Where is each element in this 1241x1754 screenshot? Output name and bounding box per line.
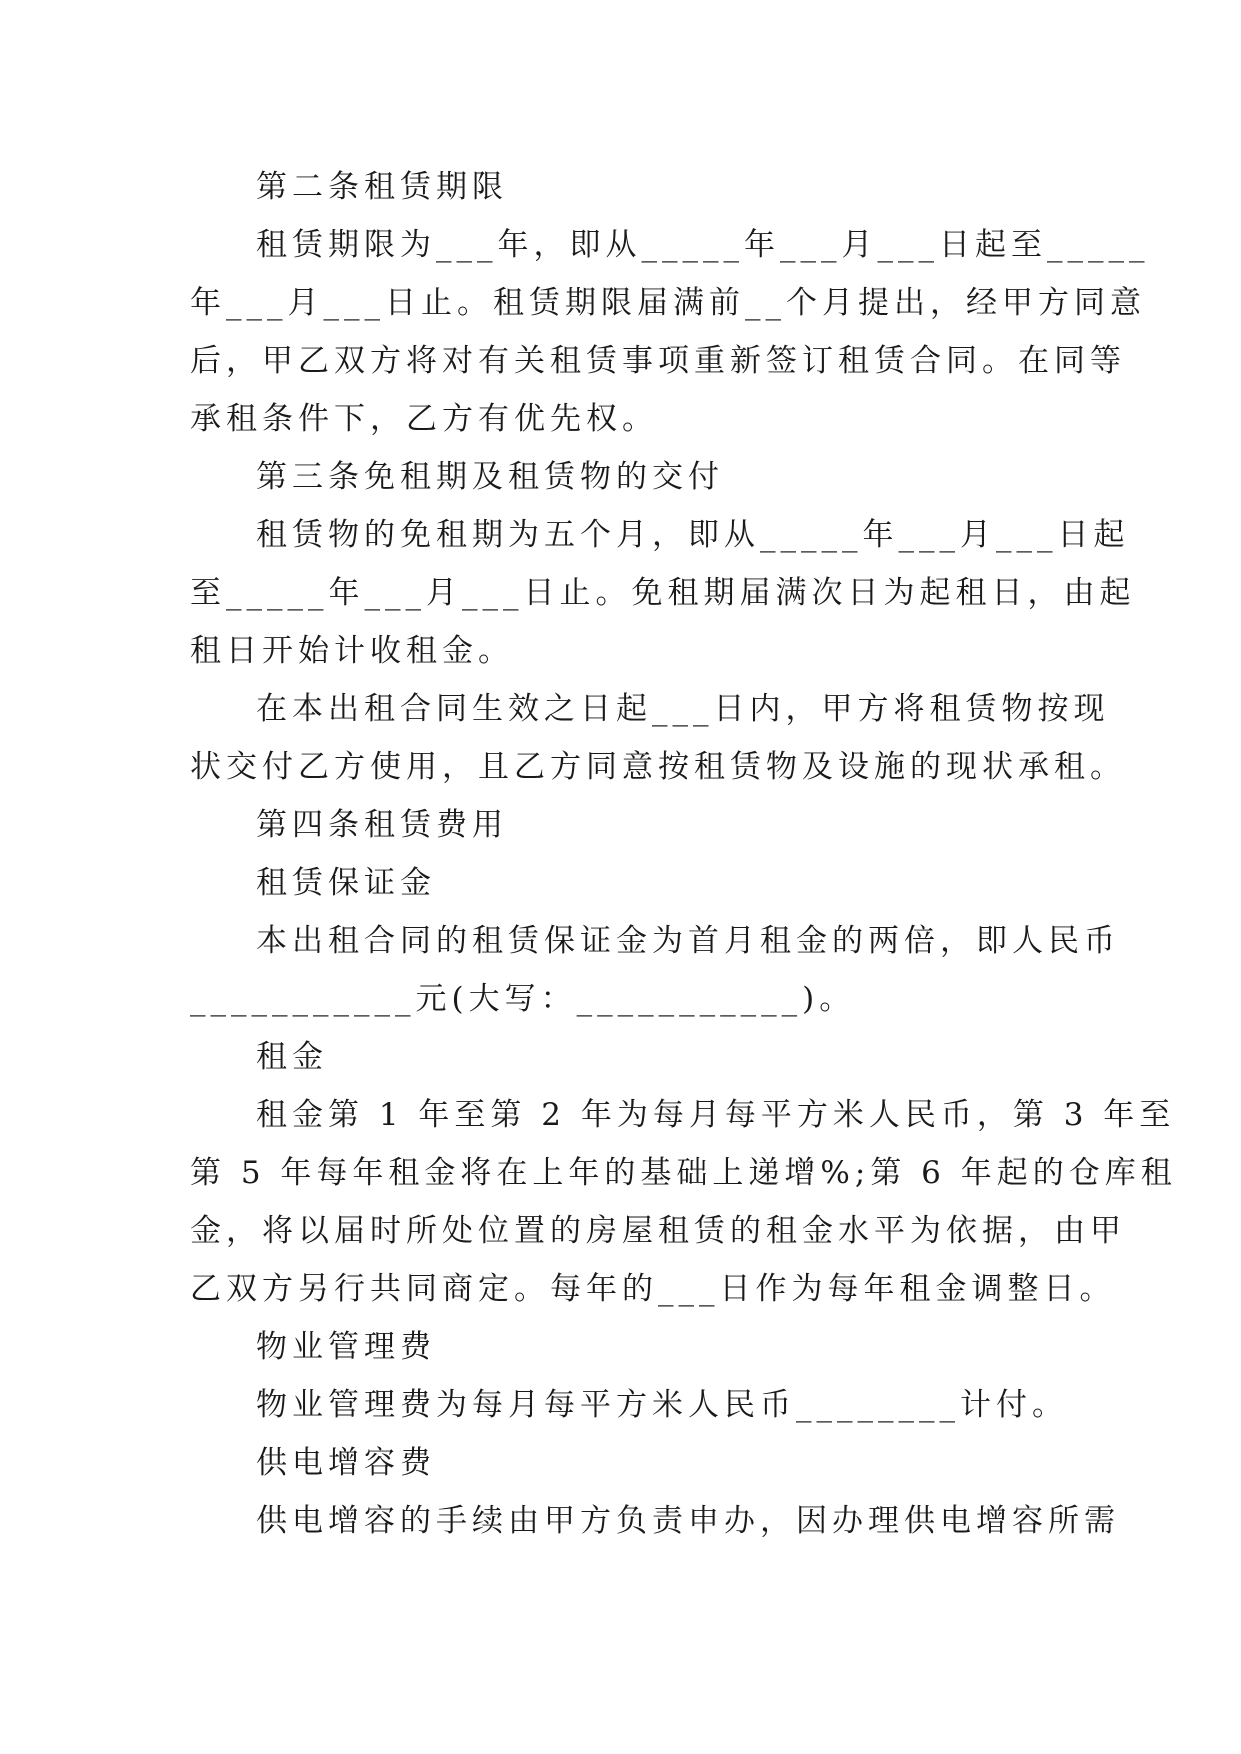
- paragraph-line: 乙双方另行共同商定。每年的___日作为每年租金调整日。: [190, 1271, 1116, 1307]
- subsection-heading: 供电增容费: [256, 1445, 436, 1481]
- section-heading: 第三条免租期及租赁物的交付: [256, 459, 724, 495]
- paragraph-line: 年___月___日止。租赁期限届满前__个月提出，经甲方同意: [190, 285, 1146, 321]
- paragraph-line: 本出租合同的租赁保证金为首月租金的两倍，即人民币: [256, 923, 1120, 959]
- paragraph-line: 租赁期限为___年，即从_____年___月___日起至_____: [256, 227, 1150, 263]
- paragraph-line: 供电增容的手续由甲方负责申办，因办理供电增容所需: [256, 1503, 1120, 1539]
- paragraph-line: 承租条件下，乙方有优先权。: [190, 401, 658, 437]
- paragraph-line: 状交付乙方使用，且乙方同意按租赁物及设施的现状承租。: [190, 749, 1126, 785]
- paragraph-line: 第 5 年每年租金将在上年的基础上递增%;第 6 年起的仓库租: [190, 1155, 1177, 1191]
- paragraph-line: 至_____年___月___日止。免租期届满次日为起租日，由起: [190, 575, 1136, 611]
- paragraph-line: 后，甲乙双方将对有关租赁事项重新签订租赁合同。在同等: [190, 343, 1126, 379]
- paragraph-line: 租金第 1 年至第 2 年为每月每平方米人民币，第 3 年至: [256, 1097, 1176, 1133]
- paragraph-line: 租赁物的免租期为五个月，即从_____年___月___日起: [256, 517, 1130, 553]
- subsection-heading: 租赁保证金: [256, 865, 436, 901]
- paragraph-line: ___________元(大写：___________)。: [190, 981, 856, 1017]
- paragraph-line: 金，将以届时所处位置的房屋租赁的租金水平为依据，由甲: [190, 1213, 1126, 1249]
- paragraph-line: 租日开始计收租金。: [190, 633, 514, 669]
- subsection-heading: 物业管理费: [256, 1329, 436, 1365]
- subsection-heading: 租金: [256, 1039, 328, 1075]
- section-heading: 第二条租赁期限: [256, 169, 508, 205]
- paragraph-line: 在本出租合同生效之日起___日内，甲方将租赁物按现: [256, 691, 1110, 727]
- document-page: [190, 158, 1177, 1550]
- section-heading: 第四条租赁费用: [256, 807, 508, 843]
- paragraph-line: 物业管理费为每月每平方米人民币________计付。: [256, 1387, 1068, 1423]
